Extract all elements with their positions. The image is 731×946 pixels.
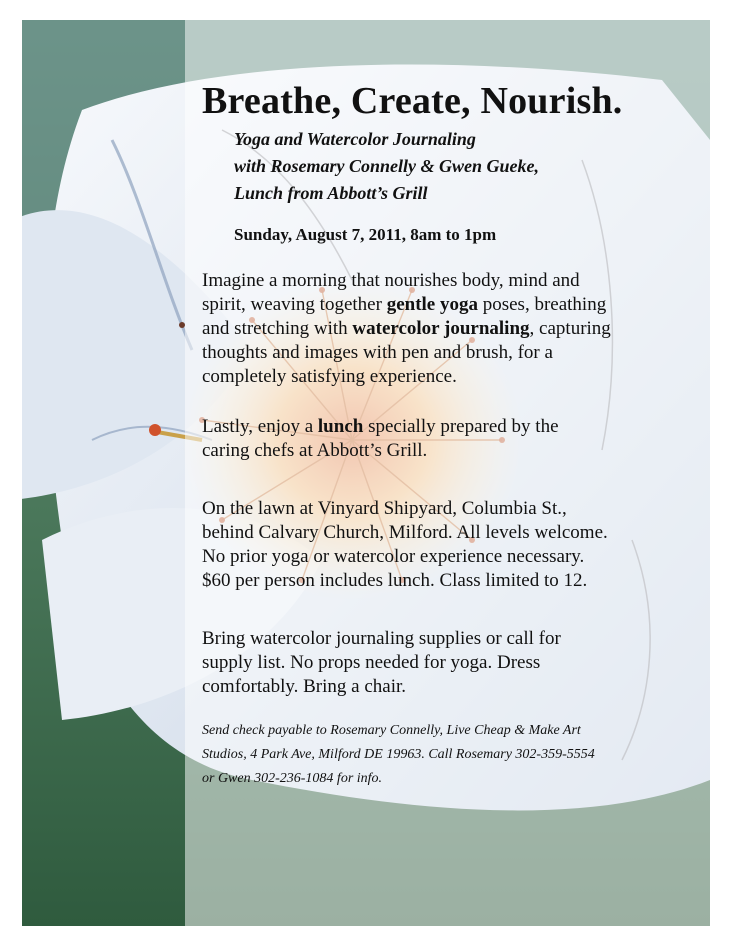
bring-line: comfortably. Bring a chair. <box>202 676 407 697</box>
intro-line <box>202 317 702 341</box>
location-paragraph <box>202 497 702 593</box>
intro-line <box>202 293 702 317</box>
subtitle-line: Lunch from Abbott’s Grill <box>234 183 428 203</box>
gentle-yoga-emphasis: gentle yoga <box>386 294 478 315</box>
intro-text: , capturing <box>529 318 611 339</box>
lunch-text: specially prepared by the <box>363 416 559 437</box>
contact-line: Studios, 4 Park Ave, Milford DE 19963. Call Rosemary 302-359-5554 <box>202 747 595 762</box>
bring-paragraph <box>202 627 702 699</box>
event-subtitle <box>234 126 702 207</box>
bring-line: supply list. No props needed for yoga. Dress <box>202 652 541 673</box>
subtitle-line: with Rosemary Connelly & Gwen Gueke, <box>234 156 540 176</box>
location-line: No prior yoga or watercolor experience necessary. <box>202 546 585 567</box>
lunch-text: Lastly, enjoy a <box>202 416 318 437</box>
lunch-line: caring chefs at Abbott’s Grill. <box>202 440 428 461</box>
intro-paragraph <box>202 269 702 389</box>
intro-text: spirit, weaving together <box>202 294 387 315</box>
watercolor-journaling-emphasis: watercolor journaling <box>352 318 530 339</box>
lunch-paragraph <box>202 415 702 463</box>
contact-line: or Gwen 302-236-1084 for info. <box>202 771 383 786</box>
intro-text: poses, breathing <box>477 294 607 315</box>
flyer-content <box>202 78 702 791</box>
location-line: $60 per person includes lunch. Class limited to 12. <box>202 570 588 591</box>
flyer <box>22 20 710 926</box>
intro-line: thoughts and images with pen and brush, for a <box>202 342 553 363</box>
subtitle-line: Yoga and Watercolor Journaling <box>234 129 476 149</box>
bring-line: Bring watercolor journaling supplies or call for <box>202 628 561 649</box>
event-title: Breathe, Create, Nourish. <box>202 80 623 122</box>
contact-line: Send check payable to Rosemary Connelly, Live Cheap & Make Art <box>202 723 581 738</box>
lunch-line <box>202 415 702 439</box>
location-line: behind Calvary Church, Milford. All levels welcome. <box>202 522 608 543</box>
event-date: Sunday, August 7, 2011, 8am to 1pm <box>234 225 497 244</box>
intro-line: completely satisfying experience. <box>202 366 457 387</box>
contact-note <box>202 719 702 791</box>
lunch-emphasis: lunch <box>317 416 364 437</box>
intro-text: and stretching with <box>202 318 353 339</box>
intro-line: Imagine a morning that nourishes body, mind and <box>202 270 580 291</box>
location-line: On the lawn at Vinyard Shipyard, Columbia St., <box>202 498 567 519</box>
